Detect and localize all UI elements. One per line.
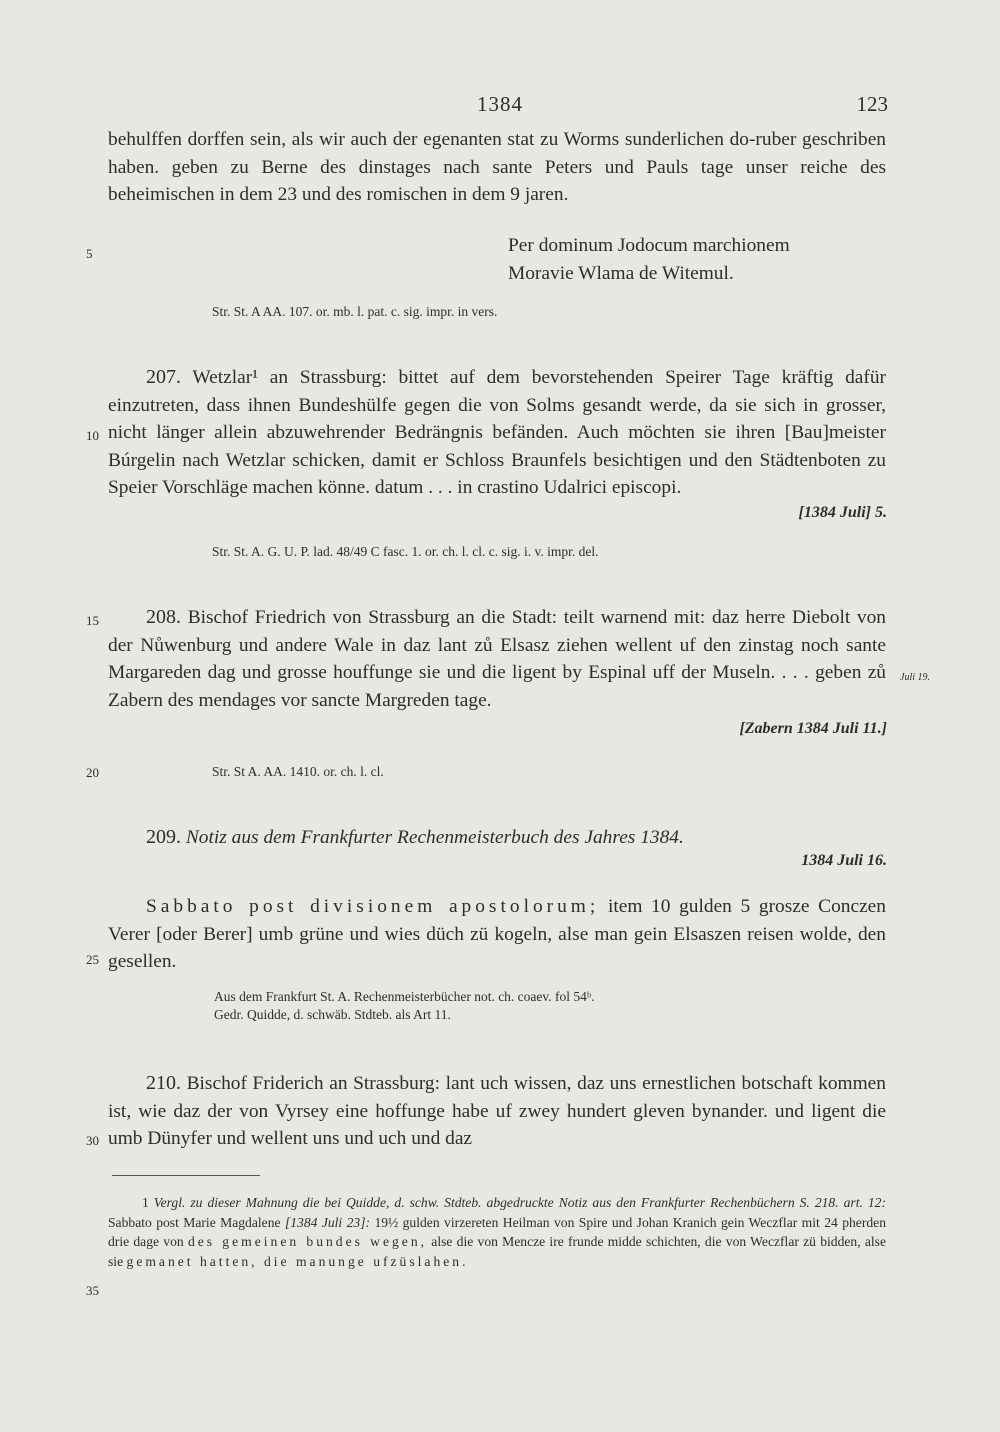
page-number: 123 — [856, 92, 888, 116]
footnote — [108, 1193, 886, 1271]
entry-207-date: [1384 Juli] 5. — [798, 504, 887, 521]
entry-text: Bischof Friderich an Strassburg: lant uch wissen, daz uns ernestlichen botschaft kommen ist, wie daz der von Vyrsey eine hoffunge habe uf zwey hundert gleven bynander. und ligent die umb Dünyfer und wellent uns und uch und daz — [108, 1073, 886, 1150]
entry-209-title — [108, 824, 886, 852]
entry-209-source-2: Gedr. Quidde, d. schwäb. Stdteb. als Art 11. — [214, 1007, 451, 1022]
footnote-part: gemanet hatten, die manunge ufzüslahen. — [126, 1253, 469, 1269]
entry-number: 208. — [146, 606, 181, 628]
entry-number: 209. — [146, 826, 181, 848]
entry-209 — [108, 893, 886, 976]
footnote-part: alse die von Mencze ire frunde midde schichten, die von Weczflar zü bidden, alse sie — [108, 1234, 886, 1269]
entry-lead: Sabbato post divisionem apostolorum; — [146, 896, 600, 917]
entry-209-date: 1384 Juli 16. — [801, 852, 887, 869]
footnote-part: Sabbato post Marie Magdalene — [108, 1214, 281, 1230]
entry-text: Wetzlar¹ an Strassburg: bittet auf dem bevorstehenden Speirer Tage kräftig dafür einzutreten, dass ihnen Bundeshülfe gegen die von Solms gesandt werde, da sie sich in grosser, nicht länger allein abzuwehrender Bedrängnis befänden. Auch möchten sie ihren [Bau]meister Búrgelin nach Wetzlar schicken, damit er Schloss Braunfels besichtigen und den Städtenboten zu Speier Vorschläge machen könne. datum . . . in crastino Udalrici episcopi. — [108, 367, 887, 499]
footnote-marker: 1 — [142, 1195, 149, 1210]
entry-208-source: Str. St A. AA. 1410. or. ch. l. cl. — [212, 764, 384, 779]
entry-207 — [108, 364, 886, 502]
line-number: 10 — [86, 428, 99, 443]
running-head-year: 1384 — [477, 92, 523, 116]
footnote-part: 19½ gulden virzereten Heilman von Spire und Johan Kranich gein Weczflar mit 24 pherden drie dage von — [108, 1214, 886, 1250]
entry-title: Notiz aus dem Frankfurter Rechenmeisterbuch des Jahres 1384. — [185, 827, 684, 848]
line-number: 15 — [86, 613, 99, 628]
entry-text: item 10 gulden 5 grosze Conczen Verer [oder Berer] umb grüne und wies düch zü kogeln, alse man gein Elsaszen reisen wolde, den gesellen. — [108, 896, 886, 973]
intro-paragraph — [108, 126, 886, 209]
line-number: 30 — [86, 1133, 99, 1148]
signature-line-2: Moravie Wlama de Witemul. — [508, 263, 734, 284]
footnote-part: Vergl. zu dieser Mahnung die bei Quidde, d. schw. Stdteb. abgedruckte Notiz aus den Frankfurter Rechenbüchern S. 218. art. 12: — [153, 1195, 886, 1210]
line-number: 5 — [86, 246, 93, 261]
entry-208-side-date: Juli 19. — [900, 672, 930, 683]
entry-210 — [108, 1070, 886, 1153]
entry-209-source-1: Aus dem Frankfurt St. A. Rechenmeisterbücher not. ch. coaev. fol 54ᵇ. — [214, 989, 595, 1004]
signature-line-1: Per dominum Jodocum marchionem — [508, 235, 790, 256]
entry-207-source: Str. St. A. G. U. P. lad. 48/49 C fasc. 1. or. ch. l. cl. c. sig. i. v. impr. del. — [212, 544, 599, 559]
line-number: 20 — [86, 765, 99, 780]
entry-number: 210. — [146, 1072, 181, 1094]
entry-208 — [108, 604, 886, 714]
footnote-rule — [112, 1175, 260, 1176]
intro-text: behulffen dorffen sein, als wir auch der egenanten stat zu Worms sunderlichen do-ruber geschriben haben. geben zu Berne des dinstages nach sante Peters und Pauls tage unser reiche des beheimischen in dem 23 und des romischen in dem 9 jaren. — [108, 129, 886, 206]
entry-text: Bischof Friedrich von Strassburg an die Stadt: teilt warnend mit: daz herre Diebolt von der Nůwenburg und andere Wale in daz lant zů Elsasz ziehen wellent uf den zinstag noch sante Margareden dag und grosse houffunge sie und die ligent by Espinal uff der Museln. . . . geben zů Zabern des mendages vor sancte Margreden tage. — [108, 607, 886, 711]
intro-source: Str. St. A AA. 107. or. mb. l. pat. c. sig. impr. in vers. — [212, 304, 498, 319]
footnote-part: [1384 Juli 23]: — [284, 1214, 371, 1230]
entry-208-date: [Zabern 1384 Juli 11.] — [739, 720, 887, 737]
entry-number: 207. — [146, 366, 181, 388]
line-number: 25 — [86, 952, 99, 967]
footnote-part: des gemeinen bundes wegen, — [187, 1234, 428, 1250]
line-number: 35 — [86, 1283, 99, 1298]
